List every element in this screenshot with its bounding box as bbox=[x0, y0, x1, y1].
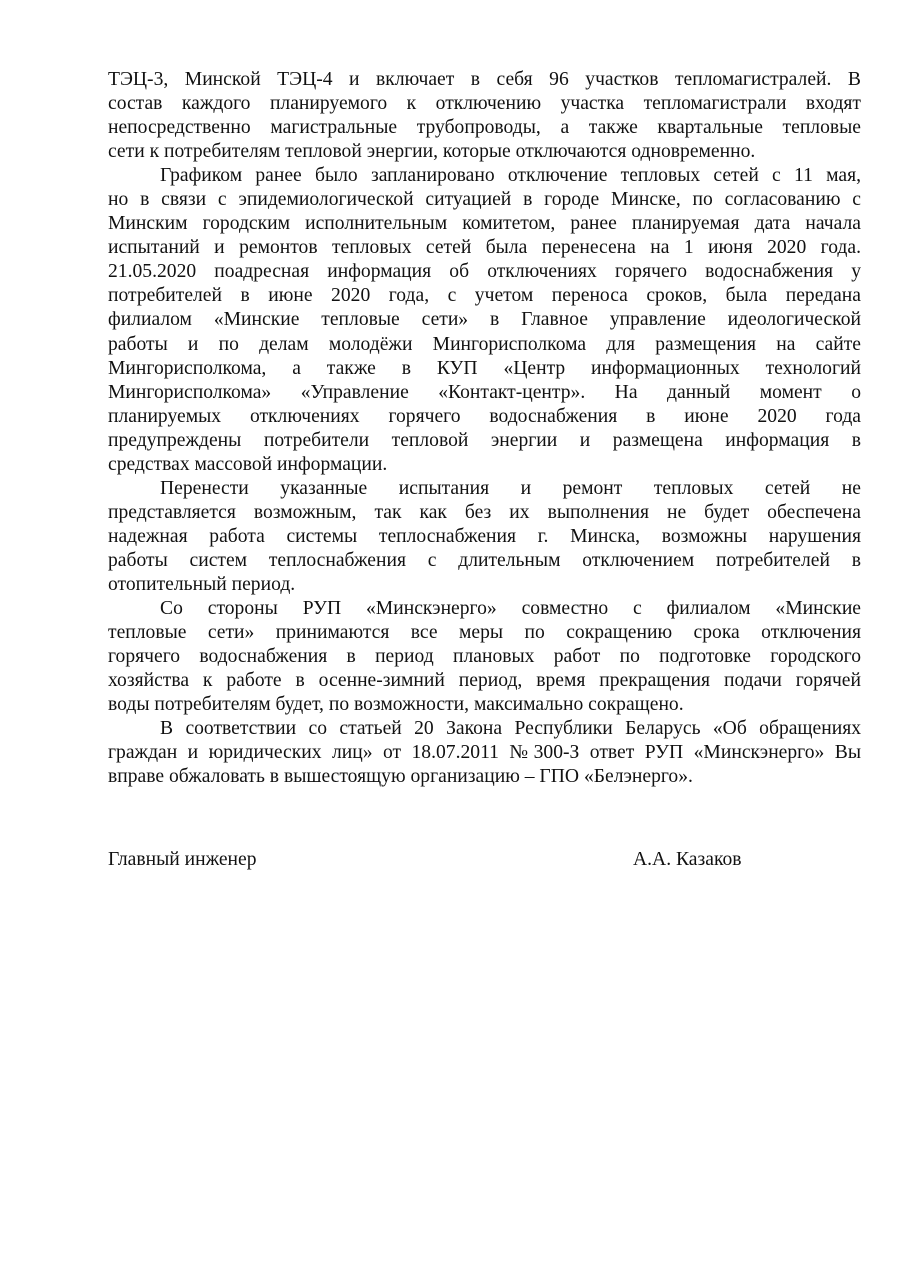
text-line: горячего водоснабжения в период плановых работ по подготовке городского bbox=[108, 646, 861, 668]
text-line: планируемых отключениях горячего водоснабжения в июне 2020 года bbox=[108, 405, 861, 427]
text-line: работы и по делам молодёжи Мингорисполкома для размещения на сайте bbox=[108, 333, 861, 355]
text-line: воды потребителям будет, по возможности, максимально сокращено. bbox=[108, 694, 684, 716]
text-line: работы систем теплоснабжения с длительным отключением потребителей в bbox=[108, 549, 861, 571]
text-line: Мингорисполкома, а также в КУП «Центр информационных технологий bbox=[108, 357, 861, 379]
text-line: граждан и юридических лиц» от 18.07.2011 №300-З ответ РУП «Минскэнерго» Вы bbox=[108, 742, 861, 764]
signature-block bbox=[108, 848, 861, 874]
text-line: отопительный период. bbox=[108, 573, 296, 595]
text-line: Перенести указанные испытания и ремонт тепловых сетей не bbox=[160, 477, 861, 499]
text-line: Со стороны РУП «Минскэнерго» совместно с филиалом «Минские bbox=[160, 598, 861, 620]
text-line: представляется возможным, так как без их выполнения не будет обеспечена bbox=[108, 501, 861, 523]
signatory-name: А.А. Казаков bbox=[633, 849, 742, 870]
text-line: Графиком ранее было запланировано отключение тепловых сетей с 11 мая, bbox=[160, 165, 861, 187]
text-line: хозяйства к работе в осенне-зимний период, время прекращения подачи горячей bbox=[108, 670, 861, 692]
letter-body bbox=[108, 68, 861, 789]
text-line: Минским городским исполнительным комитетом, ранее планируемая дата начала bbox=[108, 213, 861, 235]
text-line: но в связи с эпидемиологической ситуацией в городе Минске, по согласованию с bbox=[108, 189, 861, 211]
paragraph-schedule-change bbox=[108, 164, 861, 477]
paragraph-appeal-rights bbox=[108, 717, 861, 789]
text-line: непосредственно магистральные трубопроводы, а также квартальные тепловые bbox=[108, 117, 861, 139]
text-line: надежная работа системы теплоснабжения г. Минска, возможны нарушения bbox=[108, 525, 861, 547]
text-line: 21.05.2020 поадресная информация об отключениях горячего водоснабжения у bbox=[108, 261, 861, 283]
text-line: ТЭЦ-3, Минской ТЭЦ-4 и включает в себя 96 участков тепломагистралей. В bbox=[108, 69, 861, 90]
text-line: вправе обжаловать в вышестоящую организацию – ГПО «Белэнерго». bbox=[108, 766, 693, 788]
paragraph-measures bbox=[108, 597, 861, 717]
text-line: сети к потребителям тепловой энергии, которые отключаются одновременно. bbox=[108, 141, 756, 163]
text-line: предупреждены потребители тепловой энергии и размещена информация в bbox=[108, 429, 861, 451]
text-line: тепловые сети» принимаются все меры по сокращению срока отключения bbox=[108, 622, 861, 644]
text-line: средствах массовой информации. bbox=[108, 453, 388, 475]
paragraph-network-sections bbox=[108, 68, 861, 164]
text-line: испытаний и ремонтов тепловых сетей была перенесена на 1 июня 2020 года. bbox=[108, 237, 861, 259]
text-line: потребителей в июне 2020 года, с учетом переноса сроков, была передана bbox=[108, 285, 861, 307]
signatory-title: Главный инженер bbox=[108, 849, 257, 870]
text-line: филиалом «Минские тепловые сети» в Главное управление идеологической bbox=[108, 309, 861, 331]
text-line: состав каждого планируемого к отключению участка тепломагистрали входят bbox=[108, 93, 861, 115]
text-line: В соответствии со статьей 20 Закона Республики Беларусь «Об обращениях bbox=[160, 718, 861, 740]
text-line: Мингорисполкома» «Управление «Контакт-центр». На данный момент о bbox=[108, 381, 861, 403]
paragraph-postponement-impossible bbox=[108, 477, 861, 597]
